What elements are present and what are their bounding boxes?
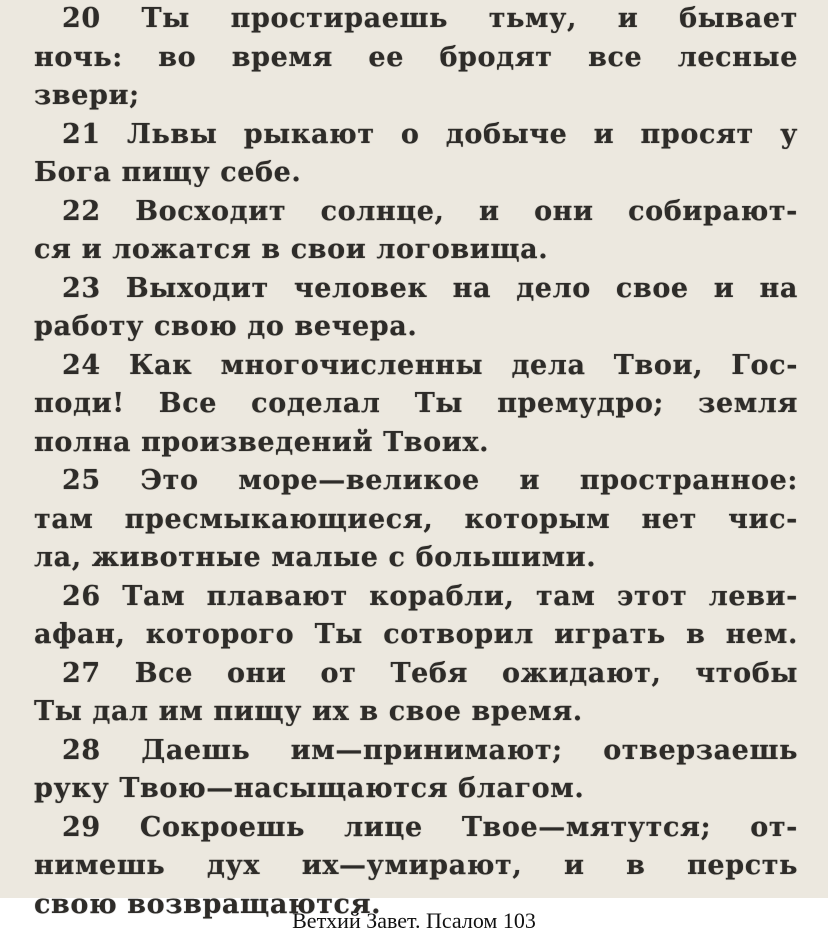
verse-line: ся и ложатся в свои логовища.: [34, 234, 549, 265]
verse-line: звери;: [34, 80, 140, 111]
verse-lines: [34, 0, 798, 924]
verse-line: ла, животные малые с большими.: [34, 542, 597, 573]
verse-line: афан, которого Ты сотворил играть в нем.: [34, 619, 798, 650]
verse-line: 27 Все они от Тебя ожидают, чтобы: [62, 657, 798, 689]
verse-line: 26 Там плавают корабли, там этот леви-: [62, 580, 798, 612]
verse-line: 29 Сокроешь лице Твое—мятутся; от-: [62, 811, 798, 843]
verse-line: Ты дал им пищу их в свое время.: [34, 696, 583, 727]
verse-line: 24 Как многочисленны дела Твои, Гос-: [62, 349, 798, 381]
verse-line: 23 Выходит человек на дело свое и на: [62, 272, 798, 304]
verse-line: 21 Львы рыкают о добыче и просят у: [62, 118, 798, 150]
verse-line: свою возвращаются.: [34, 888, 382, 920]
caption: Ветхий Завет. Псалом 103: [292, 908, 536, 933]
verse-line: ночь: во время ее бродят все лесные: [34, 41, 798, 73]
verse-line: Бога пищу себе.: [34, 157, 302, 188]
verse-line: 28 Даешь им—принимают; отверзаешь: [62, 734, 798, 766]
verse-line: 25 Это море—великое и пространное:: [62, 465, 798, 496]
verse-line: нимешь дух их—умирают, и в персть: [34, 850, 798, 881]
verse-line: 20 Ты простираешь тьму, и бывает: [62, 3, 798, 34]
verse-line: полна произведений Твоих.: [34, 426, 490, 458]
verse-line: поди! Все соделал Ты премудро; земля: [34, 388, 798, 419]
verse-line: руку Твою—насыщаются благом.: [34, 773, 585, 804]
verse-line: 22 Восходит солнце, и они собирают-: [62, 195, 798, 227]
verse-line: работу свою до вечера.: [34, 311, 418, 342]
verse-line: там пресмыкающиеся, которым нет чис-: [34, 503, 798, 535]
